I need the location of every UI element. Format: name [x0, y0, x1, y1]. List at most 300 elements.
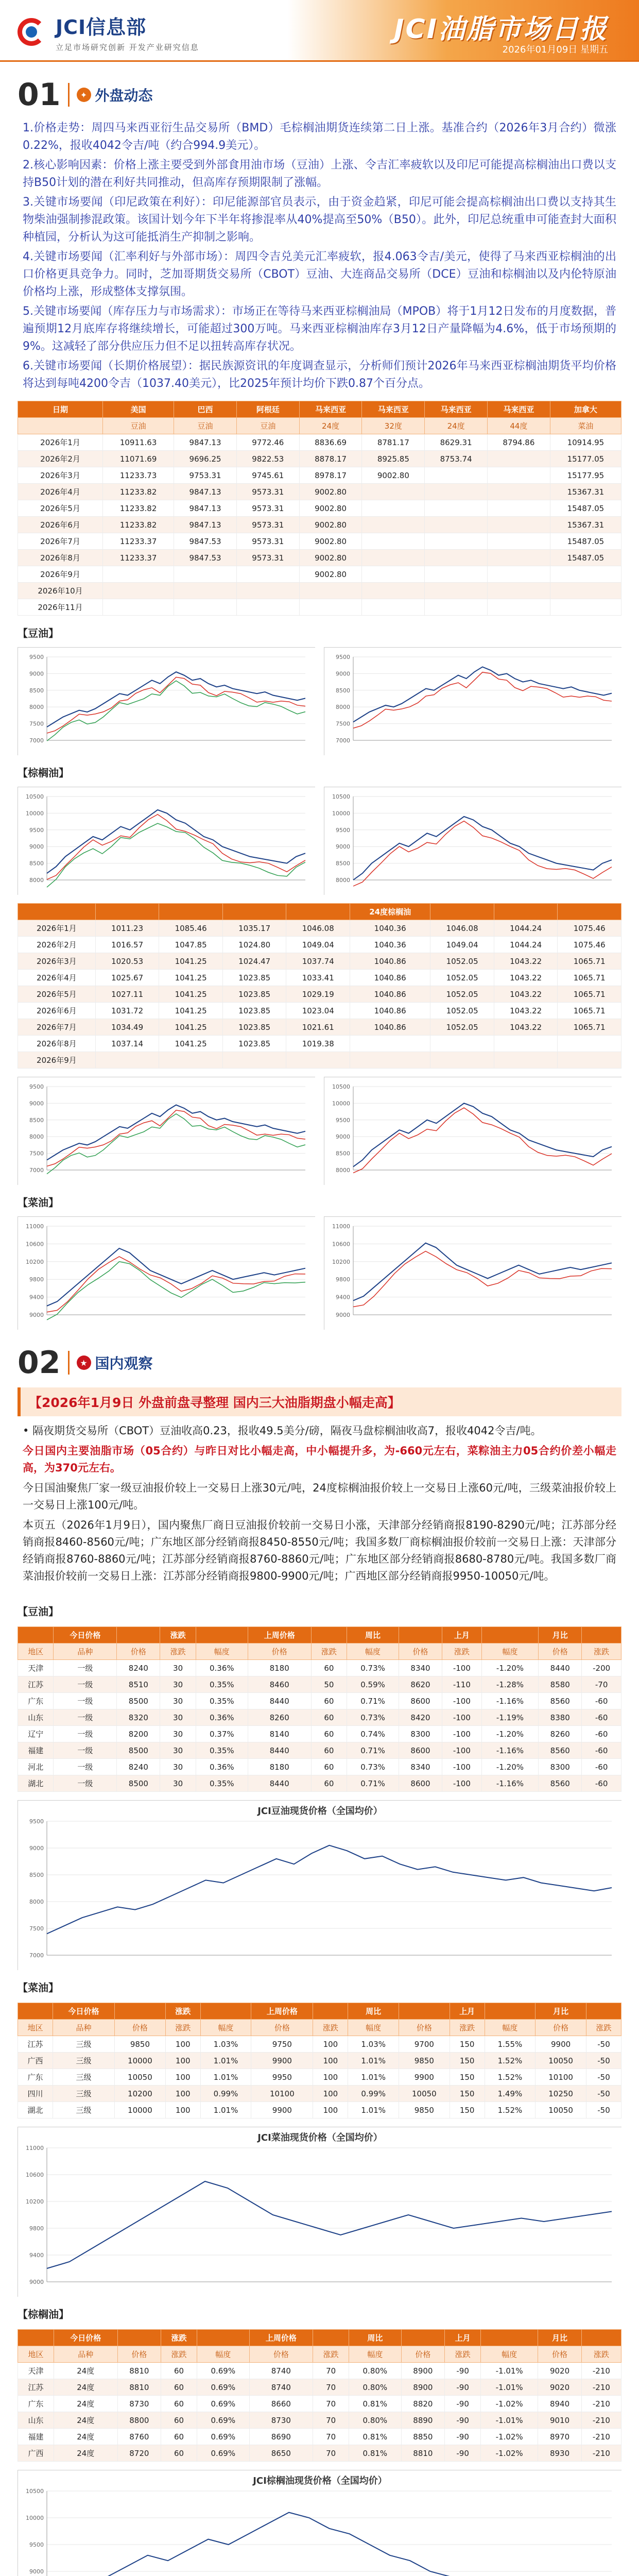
table-cell: [425, 599, 488, 616]
table-header: [200, 2003, 251, 2020]
overseas-section-heading: [18, 77, 639, 113]
table-cell: [425, 550, 488, 566]
table-cell: 9900: [251, 2053, 313, 2069]
table-cell: 15367.31: [550, 517, 621, 533]
table-cell: 8940: [538, 2396, 582, 2412]
table-cell: 60: [311, 1759, 347, 1775]
table-cell: [362, 550, 425, 566]
logo-slogan: 立足市场研究创新 开发产业研究信息: [56, 43, 199, 52]
table-cell: 1.49%: [485, 2086, 536, 2102]
table-cell: [425, 484, 488, 500]
table-cell: 70: [313, 2445, 349, 2462]
y-tick-label: 7000: [29, 1952, 44, 1959]
table-cell: [236, 599, 299, 616]
y-tick-label: 9400: [29, 1294, 44, 1301]
table-header: 今日价格: [53, 2003, 114, 2020]
table-cell: 1085.46: [159, 920, 223, 937]
table-cell: 1023.85: [222, 1019, 286, 1036]
table-cell: 8600: [399, 1693, 442, 1709]
table-cell: 四川: [18, 2086, 53, 2102]
globe-icon: ✦: [77, 88, 91, 102]
table-cell: 9020: [538, 2363, 582, 2379]
table-cell: 1065.71: [558, 1019, 621, 1036]
table-header: [117, 1627, 160, 1643]
table-cell: -50: [586, 2086, 621, 2102]
table-cell: 9573.31: [236, 517, 299, 533]
table-header: [582, 1627, 621, 1643]
table-subheader: 涨跌: [445, 2346, 481, 2363]
y-tick-label: 9500: [336, 654, 350, 660]
table-cell: 9696.25: [174, 451, 237, 467]
table-cell: -210: [581, 2445, 621, 2462]
table-subheader: 涨跌: [582, 1643, 621, 1660]
table-header: 马来西亚: [362, 401, 425, 418]
y-tick-label: 9000: [29, 843, 44, 851]
table-cell: 11233.37: [103, 550, 174, 566]
y-tick-label: 10600: [332, 1241, 350, 1248]
table-cell: 1046.08: [286, 920, 350, 937]
table-cell: 2026年5月: [18, 986, 96, 1003]
table-cell: 60: [311, 1660, 347, 1676]
table-subheader: 品种: [54, 1643, 117, 1660]
table-cell: 1.03%: [200, 2036, 251, 2053]
table-cell: 1040.36: [350, 937, 430, 953]
table-cell: [550, 566, 621, 583]
table-cell: 福建: [18, 1742, 54, 1759]
table-header: [430, 904, 494, 920]
table-row: [18, 2445, 621, 2462]
table-cell: 8753.74: [425, 451, 488, 467]
table-subheader: 涨跌: [586, 2020, 621, 2036]
table-header: [222, 904, 286, 920]
table-cell: 一级: [54, 1726, 117, 1742]
table-header: [18, 1627, 54, 1643]
table-cell: [488, 566, 550, 583]
logo-icon: [18, 16, 49, 48]
table-cell: 9847.53: [174, 550, 237, 566]
table-header: [117, 2330, 161, 2346]
table-cell: 8440: [539, 1660, 582, 1676]
table-header: [481, 1627, 539, 1643]
table-cell: 0.71%: [347, 1775, 399, 1792]
table-row: [18, 970, 621, 986]
y-tick-label: 8000: [29, 1133, 44, 1141]
y-tick-label: 7500: [29, 1925, 44, 1932]
table-cell: 1.01%: [200, 2069, 251, 2086]
table-cell: 8890: [401, 2412, 445, 2429]
section-number: 01: [18, 77, 61, 113]
table-cell: 1052.05: [430, 1019, 494, 1036]
table-cell: 2026年7月: [18, 1019, 96, 1036]
table-cell: 1043.22: [494, 953, 558, 970]
table-row: [18, 467, 621, 484]
table-subheader: 价格: [536, 2020, 586, 2036]
table-cell: 0.35%: [196, 1775, 248, 1792]
table-cell: 一级: [54, 1759, 117, 1775]
table-cell: 2026年4月: [18, 970, 96, 986]
table-cell: 8420: [399, 1709, 442, 1726]
table-cell: 2026年1月: [18, 920, 96, 937]
table-cell: 70: [313, 2363, 349, 2379]
table-cell: [494, 1036, 558, 1052]
table-cell: 9020: [538, 2379, 582, 2396]
table-row: [18, 920, 621, 937]
table-cell: -210: [581, 2363, 621, 2379]
table-subheader: 地区: [18, 2346, 54, 2363]
table-row: [18, 937, 621, 953]
table-cell: 15367.31: [550, 484, 621, 500]
table-cell: 9002.80: [299, 566, 362, 583]
table-row: [18, 434, 621, 451]
table-cell: 24度: [54, 2445, 117, 2462]
table-cell: [488, 484, 550, 500]
table-subheader: 价格: [115, 2020, 166, 2036]
table-cell: 8600: [399, 1775, 442, 1792]
table-header: 巴西: [174, 401, 237, 418]
table-header: [558, 904, 621, 920]
table-cell: -210: [581, 2412, 621, 2429]
table-cell: 1041.25: [159, 1003, 223, 1019]
table-cell: 0.99%: [348, 2086, 399, 2102]
table-header: 上周价格: [249, 2330, 313, 2346]
table-cell: 2026年9月: [18, 1052, 96, 1069]
table-cell: -100: [442, 1775, 482, 1792]
table-cell: 1035.17: [222, 920, 286, 937]
table-cell: 100: [165, 2102, 200, 2119]
table-cell: 70: [313, 2379, 349, 2396]
table-subheader: 价格: [251, 2020, 313, 2036]
y-tick-label: 11000: [26, 2145, 44, 2151]
table-cell: 8730: [117, 2396, 161, 2412]
table-header: 美国: [103, 401, 174, 418]
y-tick-label: 9800: [29, 2225, 44, 2232]
chart-background: [324, 1077, 622, 1185]
table-cell: [425, 517, 488, 533]
table-cell: 1023.85: [222, 1003, 286, 1019]
y-tick-label: 9800: [336, 1276, 350, 1283]
y-tick-label: 9000: [29, 1312, 44, 1318]
table-cell: -1.02%: [481, 2396, 538, 2412]
table-cell: 1040.86: [350, 1019, 430, 1036]
table-cell: 1031.72: [95, 1003, 159, 1019]
table-header: 马来西亚: [299, 401, 362, 418]
table-cell: [286, 1052, 350, 1069]
table-subheader: 幅度: [347, 1643, 399, 1660]
overseas-paragraph: 4.关键市场要闻（汇率利好与外部市场）：周四令吉兑美元汇率疲软，报4.063令吉/美元，使得了马来西亚棕榈油的出口价格更具竞争力。同时，芝加哥期货交易所（CBOT）豆油、大连商品交易所（DCE）豆油和棕榈油以及内伦特原油价格均上涨，形成整体支撑氛围。: [23, 250, 616, 298]
table-row: [18, 517, 621, 533]
table-subheader: 价格: [248, 1643, 311, 1660]
table-header: 今日价格: [54, 2330, 117, 2346]
table-cell: 30: [160, 1693, 196, 1709]
table-subheader: [18, 418, 103, 434]
table-cell: 河北: [18, 1759, 54, 1775]
table-cell: 1041.25: [159, 970, 223, 986]
table-cell: 1052.05: [430, 1003, 494, 1019]
table-cell: 0.69%: [197, 2445, 250, 2462]
table-cell: 2026年3月: [18, 467, 103, 484]
table-cell: 8794.86: [488, 434, 550, 451]
rape-price-table: [18, 2003, 621, 2119]
y-tick-label: 10600: [26, 2172, 44, 2178]
table-cell: [174, 599, 237, 616]
table-cell: 8140: [248, 1726, 311, 1742]
table-cell: 一级: [54, 1693, 117, 1709]
table-header: 周比: [348, 2003, 399, 2020]
table-cell: 1041.25: [159, 953, 223, 970]
table-subheader: 地区: [18, 1643, 54, 1660]
table-cell: [425, 467, 488, 484]
table-header: 上周价格: [248, 1627, 311, 1643]
y-tick-label: 10500: [332, 1083, 350, 1090]
table-cell: 1040.86: [350, 953, 430, 970]
table-cell: -60: [582, 1742, 621, 1759]
overseas-rape-chart-left: [18, 1216, 315, 1330]
table-cell: 1052.05: [430, 986, 494, 1003]
table-cell: 9822.53: [236, 451, 299, 467]
table-cell: 60: [161, 2363, 197, 2379]
report-title: JCI油脂市场日报: [394, 14, 608, 45]
y-tick-label: 10200: [26, 1258, 44, 1265]
table-cell: 1052.05: [430, 970, 494, 986]
table-subheader: 24度: [299, 418, 362, 434]
table-cell: 60: [311, 1693, 347, 1709]
table-cell: 1065.71: [558, 953, 621, 970]
overseas-palm-charts: [18, 787, 621, 895]
table-cell: 10050: [536, 2053, 586, 2069]
table-cell: [488, 467, 550, 484]
table-cell: 10000: [115, 2102, 166, 2119]
table-cell: 8340: [399, 1660, 442, 1676]
table-cell: 8500: [117, 1693, 160, 1709]
table-cell: 1047.85: [159, 937, 223, 953]
table-cell: 150: [450, 2036, 485, 2053]
table-cell: 8380: [539, 1709, 582, 1726]
table-row: [18, 1726, 621, 1742]
y-tick-label: 10600: [26, 1241, 44, 1248]
y-tick-label: 9000: [336, 1133, 350, 1141]
y-tick-label: 11000: [26, 1223, 44, 1230]
table-cell: 10050: [115, 2069, 166, 2086]
table-cell: 8200: [117, 1726, 160, 1742]
table-subheader: 幅度: [485, 2020, 536, 2036]
table-cell: 9745.61: [236, 467, 299, 484]
soy-price-table: [18, 1626, 621, 1792]
table-cell: [95, 1052, 159, 1069]
table-header: 上月: [450, 2003, 485, 2020]
table-cell: 0.69%: [197, 2379, 250, 2396]
table-cell: [488, 583, 550, 599]
table-cell: 1040.86: [350, 986, 430, 1003]
table-cell: 1041.25: [159, 1019, 223, 1036]
table-cell: 9847.13: [174, 434, 237, 451]
table-cell: 1034.49: [95, 1019, 159, 1036]
table-cell: -1.16%: [481, 1742, 539, 1759]
overseas-extra-chart-left: [18, 1077, 315, 1185]
table-cell: 9573.31: [236, 533, 299, 550]
y-tick-label: 10000: [332, 1100, 350, 1107]
table-cell: 1.52%: [485, 2069, 536, 2086]
table-cell: 10911.63: [103, 434, 174, 451]
table-cell: 9010: [538, 2412, 582, 2429]
table-cell: 0.59%: [347, 1676, 399, 1693]
table-header: [581, 2330, 621, 2346]
table-cell: 30: [160, 1676, 196, 1693]
table-subheader: 价格: [249, 2346, 313, 2363]
table-cell: 9850: [399, 2102, 450, 2119]
table-cell: -50: [586, 2069, 621, 2086]
table-cell: 100: [165, 2069, 200, 2086]
table-cell: 8629.31: [425, 434, 488, 451]
palm-price-table: [18, 2329, 621, 2462]
table-cell: -1.16%: [481, 1693, 539, 1709]
overseas-table2-wrap: [18, 903, 621, 1069]
table-cell: 山东: [18, 2412, 54, 2429]
table-row: [18, 1003, 621, 1019]
overseas-price-table: [18, 903, 621, 1069]
overseas-news: [0, 120, 639, 393]
table-cell: 9002.80: [362, 467, 425, 484]
table-cell: 10000: [115, 2053, 166, 2069]
table-cell: [362, 533, 425, 550]
y-tick-label: 8000: [336, 1167, 350, 1174]
table-cell: 2026年6月: [18, 517, 103, 533]
table-cell: 0.81%: [349, 2445, 402, 2462]
table-cell: 1046.08: [430, 920, 494, 937]
table-row: [18, 451, 621, 467]
table-cell: 广西: [18, 2053, 53, 2069]
table-cell: 10050: [399, 2086, 450, 2102]
y-tick-label: 7500: [29, 720, 44, 727]
table-cell: 24度: [54, 2363, 117, 2379]
table-cell: 8440: [248, 1775, 311, 1792]
overseas-palm-chart-right: [324, 787, 621, 895]
table-header: [399, 2003, 450, 2020]
table-cell: 一级: [54, 1660, 117, 1676]
table-cell: -90: [445, 2396, 481, 2412]
table-cell: 8560: [539, 1742, 582, 1759]
table-cell: -60: [582, 1759, 621, 1775]
table-cell: 8500: [117, 1742, 160, 1759]
table-cell: 1033.41: [286, 970, 350, 986]
y-tick-label: 9500: [29, 1818, 44, 1825]
table-cell: 1065.71: [558, 986, 621, 1003]
table-row: [18, 2036, 621, 2053]
table-cell: -100: [442, 1660, 482, 1676]
table-cell: 三级: [53, 2069, 114, 2086]
table-header: [115, 2003, 166, 2020]
table-cell: [174, 566, 237, 583]
table-cell: 150: [450, 2102, 485, 2119]
table-subheader: 32度: [362, 418, 425, 434]
table-cell: 8900: [401, 2363, 445, 2379]
table-cell: 8850: [401, 2429, 445, 2445]
y-tick-label: 9500: [29, 1083, 44, 1090]
y-tick-label: 9000: [29, 1845, 44, 1852]
table-cell: 辽宁: [18, 1726, 54, 1742]
table-cell: 0.37%: [196, 1726, 248, 1742]
table-row: [18, 2069, 621, 2086]
table-header: [401, 2330, 445, 2346]
table-cell: 60: [311, 1709, 347, 1726]
table-row: [18, 2396, 621, 2412]
table-cell: 9850: [115, 2036, 166, 2053]
table-cell: 1043.22: [494, 986, 558, 1003]
table-cell: -110: [442, 1676, 482, 1693]
table-cell: 8620: [399, 1676, 442, 1693]
chart-title: JCI菜油现货价格（全国均价）: [257, 2132, 383, 2143]
y-tick-label: 9800: [29, 1276, 44, 1283]
rape-table-label: 【菜油】: [18, 1981, 59, 1994]
y-tick-label: 7000: [336, 737, 350, 744]
chart-background: [18, 787, 316, 895]
table-cell: 9573.31: [236, 484, 299, 500]
table-cell: -1.16%: [481, 1775, 539, 1792]
table-cell: 8340: [399, 1759, 442, 1775]
overseas-soy-chart-right: [324, 647, 621, 755]
table-cell: 9772.46: [236, 434, 299, 451]
rape-spot-chart: [18, 2127, 621, 2297]
y-tick-label: 8000: [29, 704, 44, 711]
table-cell: 10914.95: [550, 434, 621, 451]
table-cell: 1041.25: [159, 1036, 223, 1052]
table-header: [196, 1627, 248, 1643]
table-cell: [362, 566, 425, 583]
palm-table-label: 【棕榈油】: [18, 2308, 69, 2320]
table-cell: 30: [160, 1742, 196, 1759]
table-cell: -50: [586, 2102, 621, 2119]
table-cell: 24度: [54, 2379, 117, 2396]
table-cell: 江苏: [18, 2379, 54, 2396]
y-tick-label: 8500: [336, 687, 350, 694]
table-cell: 2026年8月: [18, 550, 103, 566]
chart-background: [324, 648, 622, 756]
table-row: [18, 1759, 621, 1775]
table-cell: 24度: [54, 2412, 117, 2429]
table-cell: 1043.22: [494, 1003, 558, 1019]
table-subheader: 幅度: [481, 1643, 539, 1660]
table-cell: [362, 484, 425, 500]
table-cell: 1044.24: [494, 920, 558, 937]
table-header: [313, 2330, 349, 2346]
table-cell: 0.81%: [349, 2396, 402, 2412]
table-cell: -100: [442, 1742, 482, 1759]
table-cell: 9847.13: [174, 500, 237, 517]
table-cell: 8260: [539, 1726, 582, 1742]
domestic-section-heading: [18, 1345, 639, 1381]
table-subheader: 幅度: [349, 2346, 402, 2363]
y-tick-label: 9500: [29, 826, 44, 834]
table-subheader: 豆油: [236, 418, 299, 434]
chart-title: JCI棕榈油现货价格（全国均价）: [253, 2476, 387, 2486]
y-tick-label: 9500: [336, 1116, 350, 1124]
table-cell: 0.36%: [196, 1660, 248, 1676]
table-cell: 8810: [401, 2445, 445, 2462]
table-cell: 1.52%: [485, 2102, 536, 2119]
table-cell: 1029.19: [286, 986, 350, 1003]
overseas-paragraph: 6.关键市场要闻（长期价格展望）：据民族源资讯的年度调查显示，分析师们预计2026年马来西亚棕榈油期货平均价格将达到每吨4200令吉（1037.40美元），比2025年预计均价下跌0.87个百分点。: [23, 360, 616, 390]
table-cell: 2026年5月: [18, 500, 103, 517]
table-subheader: 涨跌: [313, 2020, 348, 2036]
table-cell: 8440: [248, 1693, 311, 1709]
palm-spot-chart: [18, 2470, 621, 2576]
table-subheader: 幅度: [348, 2020, 399, 2036]
table-cell: 8925.85: [362, 451, 425, 467]
table-header: 上周价格: [251, 2003, 313, 2020]
table-subheader: 涨跌: [450, 2020, 485, 2036]
table-cell: -90: [445, 2379, 481, 2396]
y-tick-label: 8500: [29, 860, 44, 867]
table-cell: 70: [313, 2396, 349, 2412]
